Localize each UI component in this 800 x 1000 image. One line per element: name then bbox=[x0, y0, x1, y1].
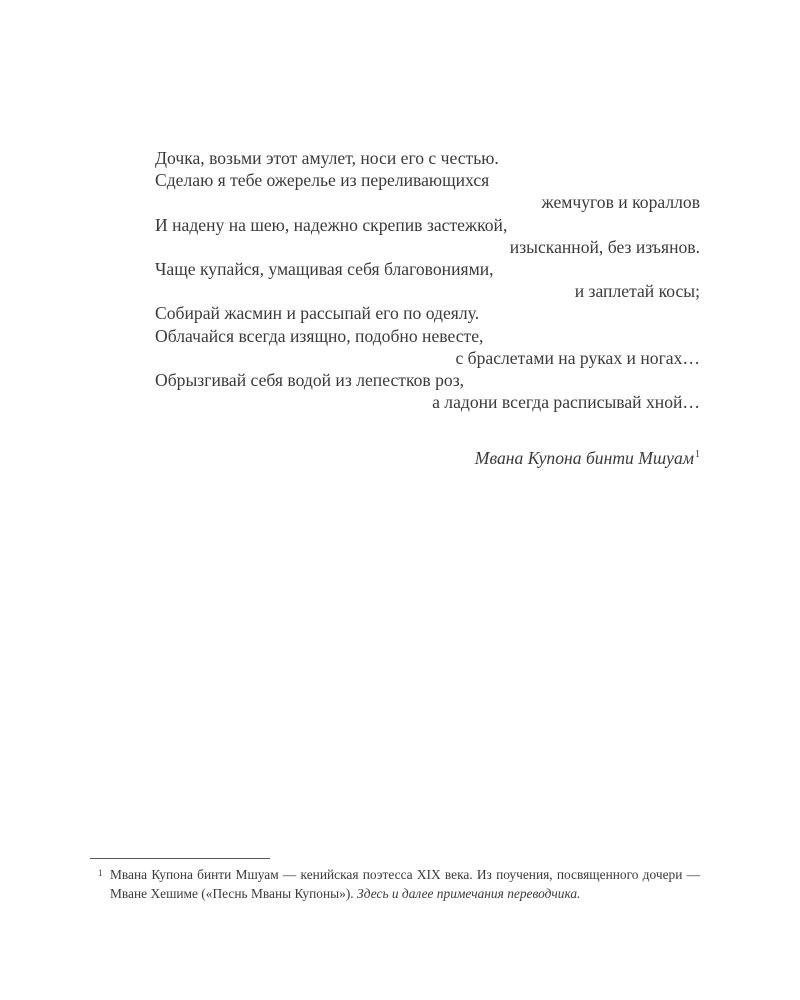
poem-line: а ладони всегда расписывай хной… bbox=[432, 392, 700, 413]
attribution-author: Мвана Купона бинти Мшуам bbox=[474, 448, 694, 468]
footnote-marker: 1 bbox=[98, 868, 103, 878]
poem-line: Облачайся всегда изящно, подобно невесте, bbox=[155, 325, 484, 346]
footnote-separator bbox=[90, 858, 270, 859]
poem-line: Чаще купайся, умащивая себя благовониями, bbox=[155, 259, 494, 280]
poem-line: И надену на шею, надежно скрепив застежкой, bbox=[155, 214, 508, 235]
poem-line: и заплетай косы; bbox=[574, 281, 700, 302]
poem bbox=[155, 147, 700, 413]
poem-line: Дочка, возьми этот амулет, носи его с честью. bbox=[155, 148, 499, 168]
poem-attribution bbox=[155, 444, 700, 469]
poem-line: с браслетами на руках и ногах… bbox=[455, 347, 700, 368]
poem-line: Обрызгивай себя водой из лепестков роз, bbox=[155, 370, 465, 391]
footnote-translator-note: Здесь и далее примечания переводчика. bbox=[356, 885, 581, 901]
footnote-text: Мвана Купона бинти Мшуам — кенийская поэтесса XIX века. Из поучения, посвященного дочери — Мване Хешиме («Песнь Мваны Купоны»). bbox=[110, 867, 700, 901]
poem-line: изысканной, без изъянов. bbox=[509, 236, 700, 257]
poem-line: жемчугов и кораллов bbox=[541, 192, 700, 213]
poem-line: Сделаю я тебе ожерелье из переливающихся bbox=[155, 170, 490, 191]
poem-line: Собирай жасмин и рассыпай его по одеялу. bbox=[155, 303, 480, 324]
footnote-reference[interactable]: 1 bbox=[695, 449, 700, 460]
footnote bbox=[98, 866, 700, 903]
